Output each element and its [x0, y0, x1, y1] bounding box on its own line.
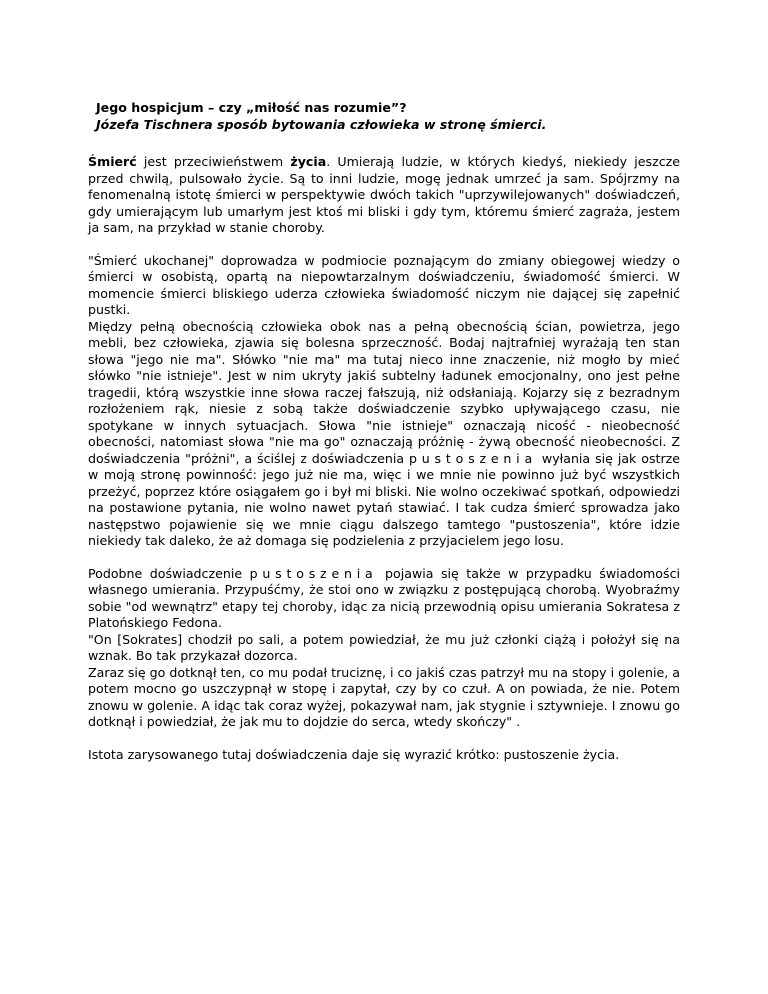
- term-death: Śmierć: [88, 154, 137, 169]
- paragraph-4-text-b: pojawia się także w przypadku świadomości własnego umierania. Przypuśćmy, że stoi ono w związku z postępującą chorobą. Wyobraźmy sobie "od wewnątrz" etapy tej choroby, idąc za nicią przewodnią opisu umierania Sokratesa z Platońskiego Fedona.: [88, 565, 680, 630]
- document-subtitle: Józefa Tischnera sposób bytowania człowieka w stronę śmierci.: [96, 116, 547, 132]
- term-life: życia: [290, 154, 327, 169]
- quote-paragraph-1: "On [Sokrates] chodził po sali, a potem powiedział, że mu już członki ciążą i położył się na wznak. Bo tak przykazał dozorca.: [88, 631, 680, 663]
- paragraph-3: [88, 319, 680, 550]
- paragraph-2: "Śmierć ukochanej" doprowadza w podmiocie poznającym do zmiany obiegowej wiedzy o śmierci w osobistą, opartą na niepowtarzalnym doświadczeniu, świadomość śmierci. W momencie śmierci bliskiego uderza człowieka świadomość niczym nie dającej się zapełnić pustki.: [88, 252, 680, 317]
- spaced-word: pustoszenia: [409, 450, 537, 466]
- paragraph-4-text-a: Podobne doświadczenie: [88, 565, 250, 581]
- paragraph-final: Istota zarysowanego tutaj doświadczenia daje się wyrazić krótko: pustoszenie życia.: [88, 746, 620, 762]
- paragraph-1-text-a: jest przeciwieństwem: [136, 154, 291, 169]
- paragraph-1-text-b: . Umierają ludzie, w których kiedyś, niekiedy jeszcze przed chwilą, pulsowało życie. Są to inni ludzie, mogę jednak umrzeć ja sam. Spójrzmy na fenomenalną istotę śmierci w perspektywie dwóch takich "uprzywilejowanych" doświadczeń, gdy umierającym lub umarłym jest ktoś mi bliski i gdy tym, któremu śmierć zagraża, jestem ja sam, na przykład w stanie choroby.: [88, 154, 680, 235]
- paragraph-4: [88, 566, 680, 632]
- paragraph-3-text-b: wyłania się jak ostrze w moją stronę powinność: jego już nie ma, więc i we mnie nie powinno już być wszystkich przeżyć, poprzez które osiągałem go i był mi bliski. Nie wolno oczekiwać spotkań, odpowiedzi na postawione pytania, nie wolno nawet pytań stawiać. I tak cudza śmierć sprowadza jako następstwo pojawienie się we mnie ciągu dalszego tamtego "pustoszenia", które idzie niekiedy tak daleko, że aż domaga się podzielenia z przyjacielem jego losu.: [88, 450, 680, 548]
- paragraph-gap: [88, 550, 680, 566]
- paragraph-3-text-a: Między pełną obecnością człowieka obok nas a pełną obecnością ścian, powietrza, jego mebli, bez człowieka, zjawia się bolesna sprzeczność. Bodaj najtrafniej wyrażają ten stan słowa "jego nie ma". Słówko "nie ma" ma tutaj nieco inne znaczenie, niż mogło by mieć słówko "nie istnieje". Jest w nim ukryty jakiś subtelny ładunek emocjonalny, ono jest pełne tragedii, którą wszystkie inne słowa raczej fałszują, niż odsłaniają. Kojarzy się z bezradnym rozłożeniem rąk, niesie z sobą także doświadczenie szybko upływającego czasu, nie spotykane w innych sytuacjach. Słowa "nie istnieje" oznaczają nicość - nieobecność obecności, natomiast słowa "nie ma go" oznaczają próżnię - żywą obecność nieobecności. Z doświadczenia "próżni", a ściślej z doświadczenia: [88, 318, 680, 466]
- paragraph-1: [88, 154, 680, 237]
- paragraph-gap: [88, 731, 680, 747]
- quote-paragraph-2: Zaraz się go dotknął ten, co mu podał truciznę, i co jakiś czas patrzył mu na stopy i golenie, a potem mocno go uszczypnął w stopę i zapytał, czy by co czuł. A on powiada, że nie. Potem znowu w golenie. A idąc tak coraz wyżej, pokazywał nam, jak stygnie i sztywnieje. I znowu go dotknął i powiedział, że jak mu to dojdzie do serca, wtedy skończy" .: [88, 664, 681, 729]
- document-title: Jego hospicjum – czy „miłość nas rozumie”?: [96, 100, 407, 115]
- document-page: [88, 100, 680, 763]
- spaced-word: pustoszenia: [249, 565, 378, 581]
- paragraph-gap: [88, 237, 680, 253]
